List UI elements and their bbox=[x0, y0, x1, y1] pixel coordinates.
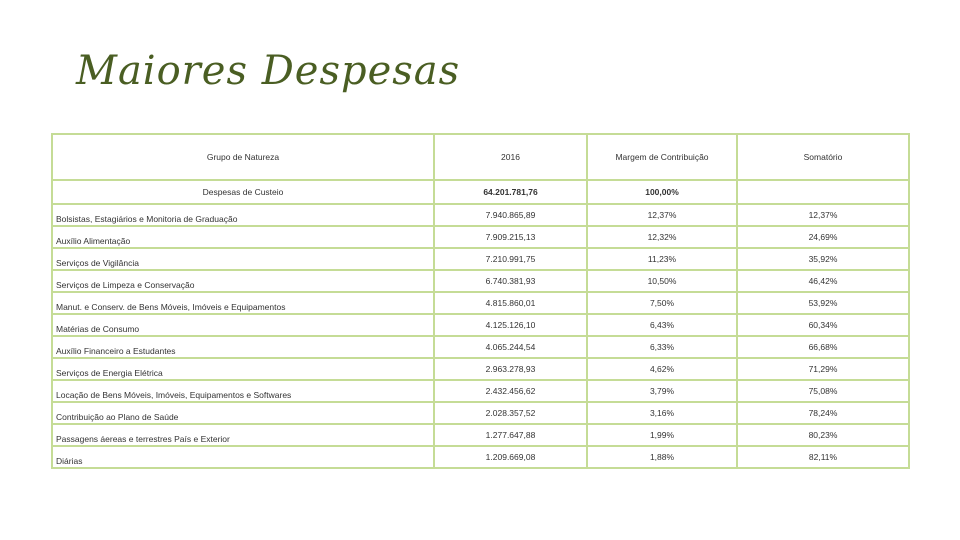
row-sum: 53,92% bbox=[737, 292, 909, 314]
table-row bbox=[52, 292, 909, 314]
row-label: Diárias bbox=[52, 446, 434, 468]
table-row bbox=[52, 204, 909, 226]
row-sum: 75,08% bbox=[737, 380, 909, 402]
row-margin: 11,23% bbox=[587, 248, 737, 270]
header-somatorio: Somatório bbox=[737, 134, 909, 180]
table-row bbox=[52, 358, 909, 380]
row-margin: 12,37% bbox=[587, 204, 737, 226]
row-margin: 3,79% bbox=[587, 380, 737, 402]
row-margin: 12,32% bbox=[587, 226, 737, 248]
row-label: Auxílio Financeiro a Estudantes bbox=[52, 336, 434, 358]
row-value: 2.963.278,93 bbox=[434, 358, 587, 380]
row-sum: 66,68% bbox=[737, 336, 909, 358]
row-value: 4.065.244,54 bbox=[434, 336, 587, 358]
row-sum: 71,29% bbox=[737, 358, 909, 380]
row-value: 4.815.860,01 bbox=[434, 292, 587, 314]
row-value: 7.940.865,89 bbox=[434, 204, 587, 226]
header-year: 2016 bbox=[434, 134, 587, 180]
table-header-row bbox=[52, 134, 909, 180]
total-row bbox=[52, 180, 909, 204]
total-margin: 100,00% bbox=[587, 180, 737, 204]
row-margin: 6,33% bbox=[587, 336, 737, 358]
header-grupo-natureza: Grupo de Natureza bbox=[52, 134, 434, 180]
row-label: Auxílio Alimentação bbox=[52, 226, 434, 248]
row-value: 7.210.991,75 bbox=[434, 248, 587, 270]
table-row bbox=[52, 424, 909, 446]
row-value: 1.277.647,88 bbox=[434, 424, 587, 446]
total-label: Despesas de Custeio bbox=[52, 180, 434, 204]
row-label: Manut. e Conserv. de Bens Móveis, Imóveis e Equipamentos bbox=[52, 292, 434, 314]
row-margin: 3,16% bbox=[587, 402, 737, 424]
row-value: 4.125.126,10 bbox=[434, 314, 587, 336]
row-margin: 4,62% bbox=[587, 358, 737, 380]
row-sum: 12,37% bbox=[737, 204, 909, 226]
row-sum: 24,69% bbox=[737, 226, 909, 248]
row-value: 2.432.456,62 bbox=[434, 380, 587, 402]
row-value: 1.209.669,08 bbox=[434, 446, 587, 468]
table-row bbox=[52, 446, 909, 468]
row-value: 7.909.215,13 bbox=[434, 226, 587, 248]
table-row bbox=[52, 248, 909, 270]
row-label: Contribuição ao Plano de Saúde bbox=[52, 402, 434, 424]
row-sum: 60,34% bbox=[737, 314, 909, 336]
row-label: Serviços de Limpeza e Conservação bbox=[52, 270, 434, 292]
total-value: 64.201.781,76 bbox=[434, 180, 587, 204]
row-sum: 78,24% bbox=[737, 402, 909, 424]
row-margin: 10,50% bbox=[587, 270, 737, 292]
table-row bbox=[52, 226, 909, 248]
row-margin: 6,43% bbox=[587, 314, 737, 336]
header-margem: Margem de Contribuição bbox=[587, 134, 737, 180]
row-label: Locação de Bens Móveis, Imóveis, Equipamentos e Softwares bbox=[52, 380, 434, 402]
row-sum: 80,23% bbox=[737, 424, 909, 446]
row-label: Serviços de Vigilância bbox=[52, 248, 434, 270]
table-row bbox=[52, 336, 909, 358]
table-row bbox=[52, 270, 909, 292]
total-sum bbox=[737, 180, 909, 204]
expenses-table bbox=[51, 133, 910, 469]
row-label: Passagens áereas e terrestres País e Exterior bbox=[52, 424, 434, 446]
table-row bbox=[52, 314, 909, 336]
row-label: Bolsistas, Estagiários e Monitoria de Graduação bbox=[52, 204, 434, 226]
page-title: Maiores Despesas bbox=[76, 48, 461, 94]
row-sum: 35,92% bbox=[737, 248, 909, 270]
table-row bbox=[52, 380, 909, 402]
row-margin: 7,50% bbox=[587, 292, 737, 314]
table-row bbox=[52, 402, 909, 424]
row-value: 2.028.357,52 bbox=[434, 402, 587, 424]
row-value: 6.740.381,93 bbox=[434, 270, 587, 292]
row-label: Matérias de Consumo bbox=[52, 314, 434, 336]
row-sum: 46,42% bbox=[737, 270, 909, 292]
row-sum: 82,11% bbox=[737, 446, 909, 468]
row-label: Serviços de Energia Elétrica bbox=[52, 358, 434, 380]
row-margin: 1,99% bbox=[587, 424, 737, 446]
row-margin: 1,88% bbox=[587, 446, 737, 468]
